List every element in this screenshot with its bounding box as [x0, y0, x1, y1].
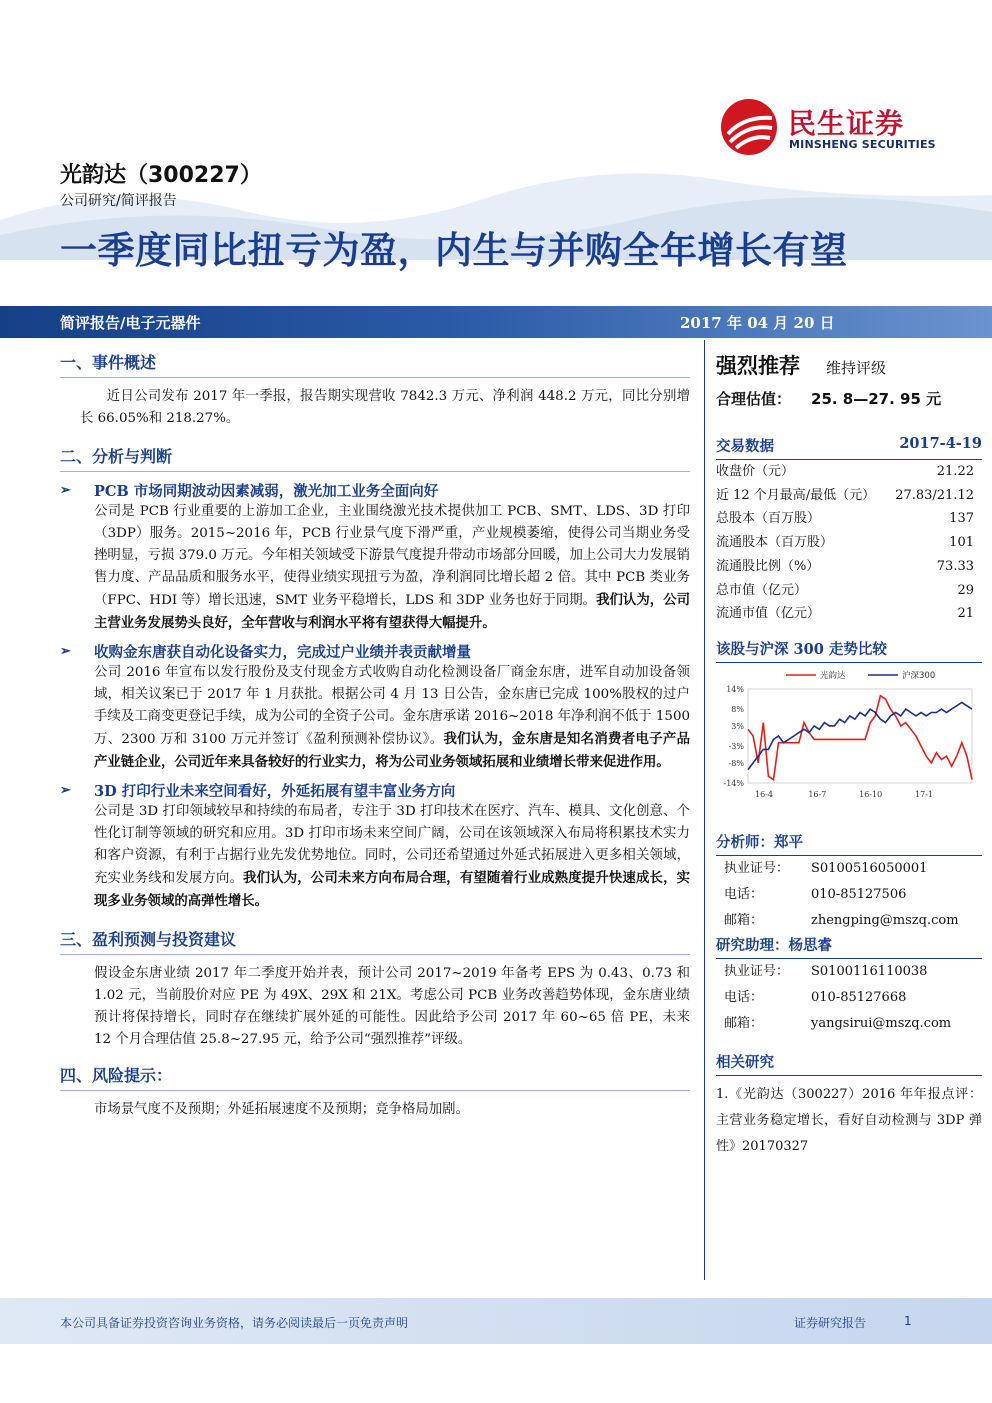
analyst-label: 邮箱：: [724, 912, 764, 928]
point-3-text: 公司是 3D 打印领域较早和持续的布局者，专注于 3D 打印技术在医疗、汽车、模具、文化创意、个性化订制等领域的研究和应用。3D 打印市场未来空间广阔，公司在该领域深入布局将积累技术实力和客户资源，有利于占据行业先发优势地位。同时，公司还希望通过外延式拓展进入更多相关领域，充实业务线和发展方向。: [94, 804, 690, 886]
band-report-type: 简评报告/电子元器件: [60, 314, 201, 332]
footer-report-type: 证券研究报告: [794, 1316, 867, 1330]
brand-name-cn: 民生证券: [788, 107, 905, 140]
y-tick-label: -14%: [723, 778, 744, 788]
trade-label: 收盘价（元）: [716, 464, 795, 479]
trade-row: [716, 507, 982, 531]
point-1-heading: PCB 市场同期波动因素减弱，激光加工业务全面向好: [94, 483, 439, 500]
point-1-body: [60, 501, 690, 635]
section-risk-text: 市场景气度不及预期；外延拓展速度不及预期；竞争格局加剧。: [94, 1102, 469, 1117]
trade-row: [716, 602, 982, 626]
point-2-body: [60, 662, 690, 774]
bullet-arrow-icon: ➢: [60, 644, 71, 659]
bullet-arrow-icon: ➢: [60, 783, 71, 798]
trade-row: [716, 460, 982, 484]
assistant-row: [716, 959, 982, 985]
analyst-title: 分析师：郑平: [716, 833, 803, 851]
analyst-label: 执业证号：: [724, 860, 790, 876]
rating-note: 维持评级: [826, 359, 887, 377]
assistant-label: 电话：: [724, 989, 764, 1005]
point-2-text: 公司 2016 年宣布以发行股份及支付现金方式收购自动化检测设备厂商金东唐，进军自动加设备领域，相关议案已于 2017 年 1 月获批。根据公司 4 月 13 日公告，金东唐已完成 100%股权的过户手续及工商变更登记手续，成为公司的全资子公司。金东唐承诺 2016~2018 年净利润不低于 1500 万、2300 万和 3100 万元并签订《盈利预测补偿协议》。: [94, 665, 690, 747]
point-1-conclusion: 我们认为，公司主营业务发展势头良好，全年营收与利润水平将有望获得大幅提升。: [94, 592, 691, 631]
section-forecast-text: 假设金东唐业绩 2017 年二季度开始并表，预计公司 2017~2019 年备考 EPS 为 0.43、0.73 和 1.02 元，当前股价对应 PE 为 49X、29X 和 21X。考虑公司 PCB 业务改善趋势体现，金东唐业绩预计将保持增长，同时存在继续扩展外延的可能性。因此给予公司 2017 年 60~65 倍 PE，未来 12 个月合理估值 25.8~27.95 元，给予公司“强烈推荐”评级。: [94, 966, 690, 1047]
valuation-label: 合理估值：: [716, 390, 792, 408]
band-date: 2017 年 04 月 20 日: [680, 314, 835, 332]
trade-value: 21: [957, 606, 974, 622]
point-3-conclusion: 我们认为，公司未来方向布局合理，有望随着行业成熟度提升快速成长，实现多业务领域的高弹性增长。: [94, 870, 691, 909]
analyst-row: [716, 856, 982, 882]
side-column: [716, 350, 982, 1160]
brand-name-en: MINSHENG SECURITIES: [789, 138, 936, 151]
series-line-stock: [748, 696, 972, 780]
x-tick-label: 16-10: [859, 789, 883, 799]
trade-data-header: [716, 435, 982, 460]
legend-label: 沪深300: [902, 670, 936, 681]
assistant-title: 研究助理：杨思睿: [716, 936, 832, 954]
y-tick-label: 3%: [731, 721, 744, 731]
trade-row: [716, 579, 982, 603]
point-3-heading: 3D 打印行业未来空间看好，外延拓展有望丰富业务方向: [94, 783, 456, 800]
analyst-info: [716, 856, 982, 934]
analyst-value: S0100516050001: [811, 860, 928, 876]
bullet-arrow-icon: ➢: [60, 483, 71, 498]
minsheng-logo-icon: [720, 98, 778, 156]
trade-row: [716, 555, 982, 579]
y-tick-label: 14%: [726, 684, 744, 694]
point-1-text: 公司是 PCB 行业重要的上游加工企业，主业围绕激光技术提供加工 PCB、SMT、LDS、3D 打印（3DP）服务。2015~2016 年，PCB 行业景气度下滑严重，产业规模萎缩，使得公司当期业务受挫明显，亏损 379.0 万元。今年相关领域受下游景气度提升带动市场部分回暖，加上公司大力发展销售力度、产品品质和服务水平，使得业绩实现扭亏为盈，净利润同比增长超 2 倍。其中 PCB 类业务（FPC、HDI 等）增长迅速，SMT 业务平稳增长，LDS 和 3DP 业务也好于同期。: [94, 504, 690, 608]
chart-svg: [716, 663, 982, 813]
section-event-text: 近日公司发布 2017 年一季报，报告期实现营收 7842.3 万元、净利润 448.2 万元，同比分别增长 66.05%和 218.27%。: [80, 389, 690, 426]
report-headline: 一季度同比扭亏为盈，内生与并购全年增长有望: [60, 229, 848, 272]
related-header: [716, 1051, 982, 1076]
page-number: 1: [904, 1314, 912, 1328]
trade-label: 总股本（百万股）: [716, 511, 821, 527]
analyst-value: 010-85127506: [811, 886, 907, 902]
point-2-conclusion: 我们认为，金东唐是知名消费者电子产品产业链企业，公司近年来具备较好的行业实力，将为公司业务领域拓展和业绩增长带来促进作用。: [94, 731, 690, 770]
assistant-row: [716, 985, 982, 1011]
stock-vs-index-chart: [716, 663, 982, 813]
company-title: 光韵达（300227）: [60, 163, 262, 188]
trade-value: 73.33: [936, 558, 974, 574]
trade-row: [716, 531, 982, 555]
section-risk-title: 四、风险提示：: [60, 1063, 690, 1091]
page-footer: [0, 1298, 992, 1344]
trade-label: 流通市值（亿元）: [716, 606, 821, 622]
analyst-label: 电话：: [724, 886, 764, 902]
assistant-label: 邮箱：: [724, 1015, 764, 1031]
analyst-value: zhengping@mszq.com: [811, 912, 959, 928]
section-event-title: 一、事件概述: [60, 350, 690, 378]
trade-data-table: [716, 460, 982, 626]
rating-row: [716, 350, 982, 380]
related-title: 相关研究: [716, 1053, 774, 1071]
assistant-info: [716, 959, 982, 1037]
assistant-label: 执业证号：: [724, 963, 790, 979]
y-tick-label: -3%: [728, 741, 744, 751]
chart-title: 该股与沪深 300 走势比较: [716, 640, 887, 658]
main-column: [60, 350, 690, 1121]
series-line-index: [748, 702, 972, 769]
valuation-row: [716, 388, 982, 409]
related-report: 1.《光韵达（300227）2016 年年报点评：主营业务稳定增长，看好自动检测与 3DP 弹性》20170327: [716, 1086, 982, 1154]
analyst-row: [716, 908, 982, 934]
trade-label: 近 12 个月最高/最低（元）: [716, 487, 876, 503]
x-tick-label: 16-7: [808, 789, 827, 799]
point-2-heading: 收购金东唐获自动化设备实力，完成过户业绩并表贡献增量: [94, 644, 471, 661]
rating-value: 强烈推荐: [716, 354, 800, 378]
title-band: [0, 306, 992, 338]
trade-label: 流通股本（百万股）: [716, 535, 834, 551]
valuation-value: 25. 8—27. 95 元: [811, 390, 942, 408]
minsheng-logo: [720, 98, 960, 156]
trade-value: 137: [949, 511, 974, 527]
trade-value: 27.83/21.12: [895, 487, 974, 503]
y-tick-label: -8%: [728, 758, 744, 768]
trade-row: [716, 484, 982, 508]
trade-label: 总市值（亿元）: [716, 582, 808, 598]
footer-disclaimer: 本公司具备证券投资咨询业务资格，请务必阅读最后一页免责声明: [60, 1316, 409, 1330]
trade-data-title: 交易数据: [716, 438, 774, 455]
x-tick-label: 17-1: [915, 789, 933, 799]
trade-value: 21.22: [936, 464, 974, 479]
point-3-body: [60, 801, 690, 913]
section-forecast-title: 三、盈利预测与投资建议: [60, 927, 690, 955]
point-3-title: [60, 780, 690, 801]
assistant-header: [716, 934, 982, 959]
chart-header: [716, 638, 982, 663]
analyst-header: [716, 831, 982, 856]
assistant-value: S0100116110038: [811, 963, 928, 979]
trade-value: 29: [957, 582, 974, 598]
column-divider: [704, 340, 705, 1280]
report-category: 公司研究/简评报告: [60, 193, 177, 209]
trade-data-date: 2017-4-19: [899, 435, 982, 452]
analyst-row: [716, 882, 982, 908]
section-analysis-title: 二、分析与判断: [60, 444, 690, 472]
trade-value: 101: [949, 535, 974, 551]
assistant-row: [716, 1011, 982, 1037]
point-2-title: [60, 641, 690, 662]
point-1-title: [60, 480, 690, 501]
trade-label: 流通股比例（%）: [716, 558, 820, 574]
x-tick-label: 16-4: [755, 789, 773, 799]
assistant-value: yangsirui@mszq.com: [811, 1015, 952, 1031]
legend-label: 光韵达: [820, 670, 846, 681]
assistant-value: 010-85127668: [811, 989, 907, 1005]
chart-plot-frame: [748, 689, 972, 783]
y-tick-label: 8%: [731, 705, 744, 715]
